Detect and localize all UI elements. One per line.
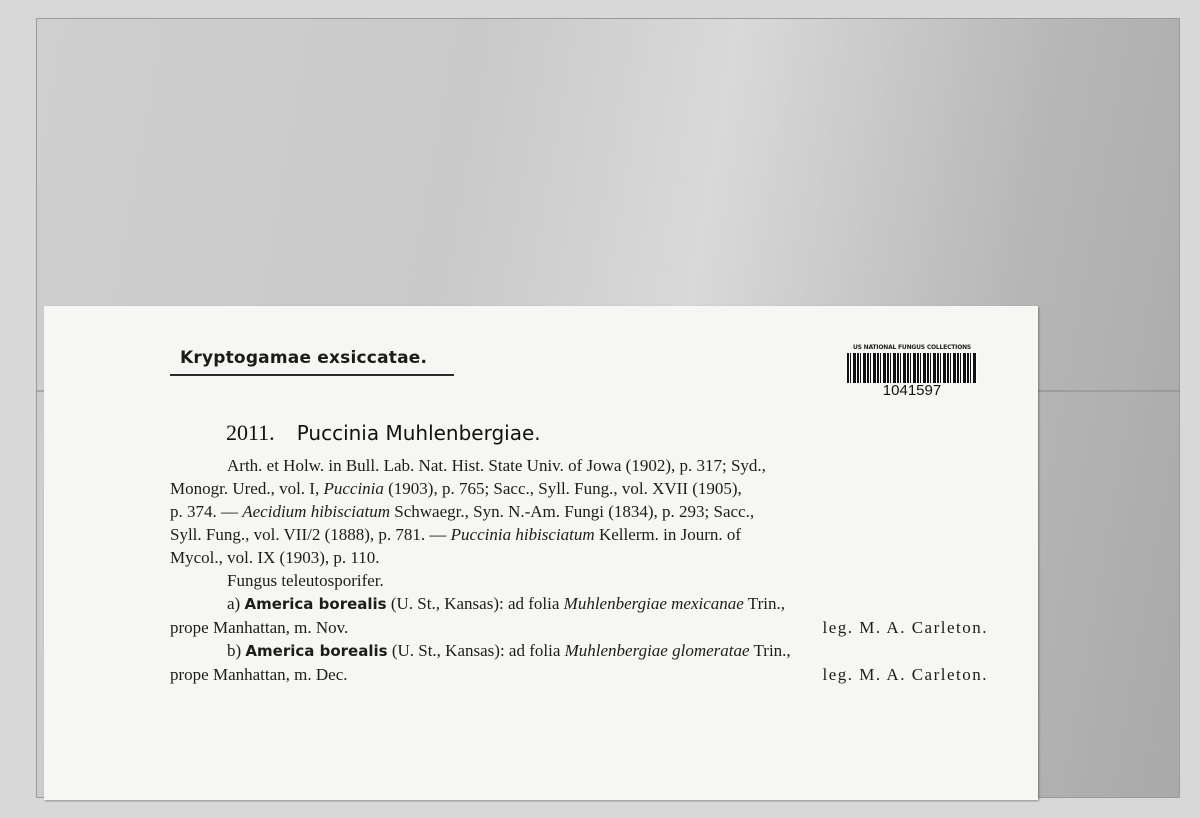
barcode-sticker <box>842 344 982 410</box>
citation-line-2 <box>170 477 1020 500</box>
specimen-place: (U. St., Kansas): ad folia <box>386 594 564 613</box>
barcode-number: 1041597 <box>882 382 942 399</box>
entry-number: 2011. <box>226 420 275 445</box>
barcode-org: US NATIONAL FUNGUS COLLECTIONS <box>852 344 972 351</box>
specimen-letter: b) <box>227 641 246 660</box>
synonym-name: Aecidium hibisciatum <box>242 502 391 521</box>
series-header: Kryptogamae exsiccatae. <box>180 348 428 368</box>
citation-line-1: Arth. et Holw. in Bull. Lab. Nat. Hist. State Univ. of Jowa (1902), p. 317; Syd., <box>227 456 766 475</box>
specimen-b-collection <box>170 663 1000 686</box>
citation-text: (1903), p. 765; Sacc., Syll. Fung., vol. XVII (1905), <box>383 479 742 498</box>
citation-line-5: Mycol., vol. IX (1903), p. 110. <box>170 548 380 567</box>
specimen-a-collection <box>170 616 1000 639</box>
host-authority: Trin., <box>749 641 791 660</box>
specimen-locality: prope Manhattan, m. Nov. <box>170 618 349 637</box>
citation-line-4 <box>170 523 1020 546</box>
specimen-locality: prope Manhattan, m. Dec. <box>170 665 348 684</box>
citation-text: Syll. Fung., vol. VII/2 (1888), p. 781. — <box>170 525 451 544</box>
specimen-region: America borealis <box>245 642 388 660</box>
specimen-region: America borealis <box>244 595 387 613</box>
citation-text: Monogr. Ured., vol. I, <box>170 479 324 498</box>
genus-name: Puccinia <box>323 479 384 498</box>
fungus-note: Fungus teleutosporifer. <box>227 571 384 590</box>
specimen-place: (U. St., Kansas): ad folia <box>387 641 565 660</box>
specimen-a-line <box>170 592 1020 616</box>
synonym-name: Puccinia hibisciatum <box>450 525 595 544</box>
barcode-bars <box>847 353 977 383</box>
header-underline <box>170 374 454 376</box>
host-name: Muhlenbergiae glomeratae <box>564 641 750 660</box>
species-name: Puccinia Muhlenbergiae. <box>296 421 541 445</box>
specimen-collector: leg. M. A. Carleton. <box>822 618 988 637</box>
citation-text: p. 374. — <box>170 502 243 521</box>
host-name: Muhlenbergiae mexicanae <box>563 594 744 613</box>
specimen-collector: leg. M. A. Carleton. <box>822 665 988 684</box>
specimen-letter: a) <box>227 594 245 613</box>
host-authority: Trin., <box>743 594 785 613</box>
specimen-b-line <box>170 639 1020 663</box>
citation-text: Kellerm. in Journ. of <box>594 525 742 544</box>
entry-title <box>226 420 541 446</box>
label-body <box>170 454 1020 686</box>
citation-line-3 <box>170 500 1020 523</box>
citation-text: Schwaegr., Syn. N.-Am. Fungi (1834), p. 293; Sacc., <box>390 502 755 521</box>
